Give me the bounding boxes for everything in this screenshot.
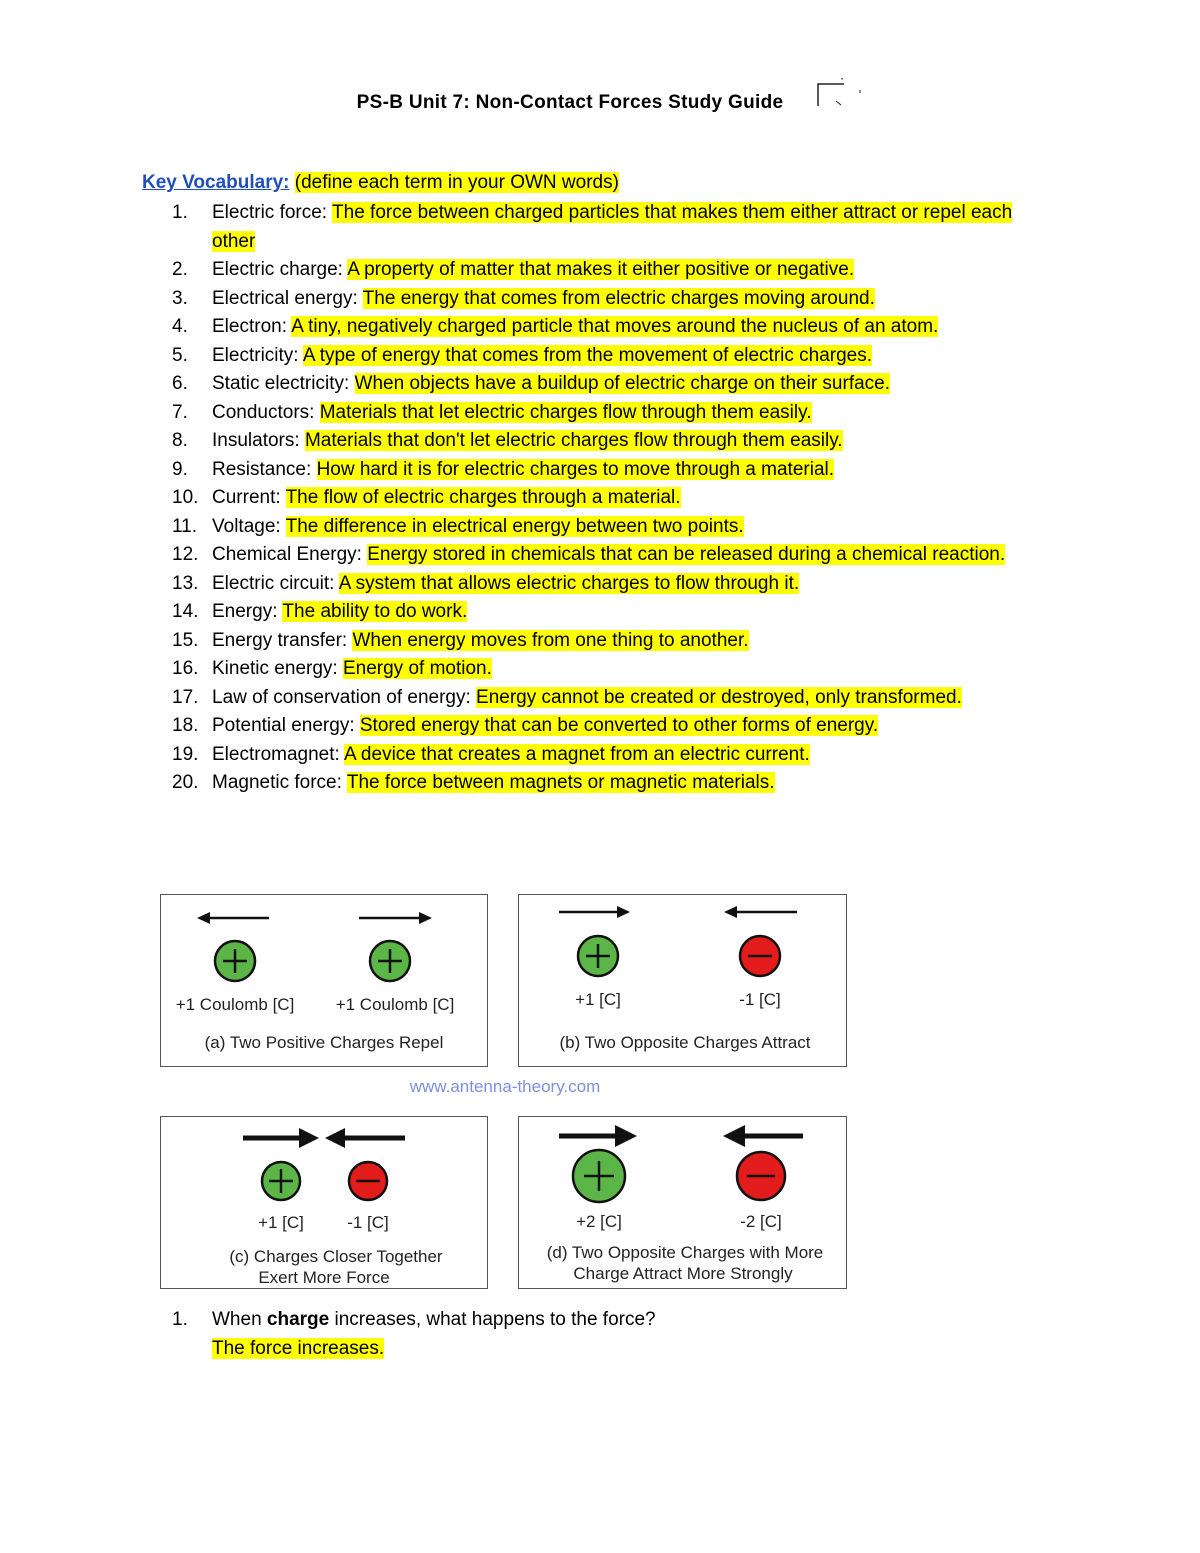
vocab-number: 18. <box>172 715 199 736</box>
figure-d <box>518 1116 847 1289</box>
vocab-item <box>172 655 1052 684</box>
vocab-definition: The difference in electrical energy between two points. <box>285 515 744 537</box>
vocab-number: 19. <box>172 743 199 765</box>
vocab-number: 16. <box>172 658 199 679</box>
vocab-term: Energy: <box>212 601 278 622</box>
vocab-definition: The force between charged particles that makes them either attract or repel each other <box>212 202 1013 252</box>
vocab-term: Law of conservation of energy: <box>212 686 471 708</box>
question-item <box>172 1306 1052 1363</box>
vocab-item <box>172 256 1052 285</box>
arrow-left-icon <box>197 912 269 924</box>
vocab-definition: Energy stored in chemicals that can be released during a chemical reaction. <box>367 544 1006 565</box>
vocab-number: 11. <box>172 515 198 537</box>
vocab-term: Magnetic force: <box>212 772 342 793</box>
vocab-term: Resistance: <box>212 458 312 480</box>
vocab-term: Voltage: <box>212 515 281 537</box>
vocab-definition: A property of matter that makes it either positive or negative. <box>347 259 855 280</box>
vocab-definition: The ability to do work. <box>282 601 468 622</box>
vocab-term: Static electricity: <box>212 373 350 394</box>
page-title: PS-B Unit 7: Non-Contact Forces Study Guide <box>356 92 784 113</box>
figure-caption-line-1: (c) Charges Closer Together <box>229 1247 443 1266</box>
vocab-item <box>172 712 1052 741</box>
vocab-term: Energy transfer: <box>212 629 348 651</box>
arrow-left-icon <box>325 1128 405 1148</box>
negative-charge-icon <box>737 1152 785 1200</box>
vocab-definition: A type of energy that comes from the movement of electric charges. <box>302 344 873 366</box>
figure-caption: (a) Two Positive Charges Repel <box>204 1033 444 1052</box>
vocab-term: Electric circuit: <box>212 572 335 594</box>
vocab-number: 6. <box>172 373 188 394</box>
charge-label-left: +1 [C] <box>575 990 621 1009</box>
vocab-item <box>172 484 1052 513</box>
figure-caption: (b) Two Opposite Charges Attract <box>559 1033 811 1052</box>
figure-caption-line-2: Exert More Force <box>258 1268 390 1287</box>
vocab-number: 2. <box>172 259 188 280</box>
arrow-right-icon <box>559 1125 637 1147</box>
vocab-number: 13. <box>172 572 199 594</box>
vocab-item <box>172 513 1052 542</box>
vocab-term: Insulators: <box>212 430 300 451</box>
negative-charge-icon <box>349 1162 387 1200</box>
vocab-term: Electricity: <box>212 344 299 366</box>
vocab-definition: A tiny, negatively charged particle that moves around the nucleus of an atom. <box>291 316 939 337</box>
vocab-number: 17. <box>172 686 199 708</box>
vocab-term: Kinetic energy: <box>212 658 338 679</box>
vocab-definition: A system that allows electric charges to flow through it. <box>338 572 800 594</box>
vocab-item <box>172 741 1052 770</box>
vocab-term: Chemical Energy: <box>212 544 362 565</box>
positive-charge-icon <box>578 936 618 976</box>
vocab-definition: Materials that don't let electric charges flow through them easily. <box>304 430 843 451</box>
vocabulary-instruction: (define each term in your OWN words) <box>294 172 619 193</box>
arrow-left-icon <box>723 1125 803 1147</box>
arrow-right-icon <box>359 912 432 924</box>
figure-a <box>160 894 488 1067</box>
vocab-item <box>172 427 1052 456</box>
charge-label-right: -1 [C] <box>347 1213 389 1232</box>
positive-charge-icon <box>370 941 410 981</box>
vocab-item <box>172 598 1052 627</box>
vocab-item <box>172 285 1052 314</box>
vocab-number: 12. <box>172 544 199 565</box>
vocab-term: Electric charge: <box>212 259 343 280</box>
vocab-number: 5. <box>172 344 188 366</box>
vocab-term: Current: <box>212 487 281 508</box>
vocab-item <box>172 370 1052 399</box>
vocab-number: 8. <box>172 430 188 451</box>
image-credit: www.antenna-theory.com <box>409 1077 601 1096</box>
vocabulary-heading <box>142 172 619 194</box>
vocab-number: 9. <box>172 458 188 480</box>
charge-label-left: +1 [C] <box>258 1213 304 1232</box>
question-text-start: When <box>212 1309 267 1330</box>
vocab-item <box>172 769 1052 798</box>
vocab-item <box>172 399 1052 428</box>
vocab-definition: Materials that let electric charges flow through them easily. <box>319 401 812 423</box>
vocab-number: 20. <box>172 772 199 793</box>
vocab-item <box>172 684 1052 713</box>
charge-label-left: +1 Coulomb [C] <box>175 995 295 1014</box>
negative-charge-icon <box>740 936 780 976</box>
vocab-number: 14. <box>172 601 199 622</box>
question-keyword: charge <box>266 1309 330 1330</box>
positive-charge-icon <box>262 1162 300 1200</box>
vocab-item <box>172 627 1052 656</box>
vocabulary-list <box>172 199 1052 798</box>
vocab-term: Electromagnet: <box>212 743 340 765</box>
question-text-end: increases, what happens to the force? <box>329 1309 656 1330</box>
vocab-item <box>172 342 1052 371</box>
vocab-item <box>172 541 1052 570</box>
vocab-definition: The energy that comes from electric charges moving around. <box>362 287 875 309</box>
figure-caption-line-2: Charge Attract More Strongly <box>573 1264 793 1283</box>
vocab-number: 3. <box>172 287 188 309</box>
question-answer <box>172 1335 1052 1364</box>
charge-label-right: +1 Coulomb [C] <box>335 995 455 1014</box>
positive-charge-icon <box>215 941 255 981</box>
vocab-term: Electrical energy: <box>212 287 358 309</box>
vocab-definition: Energy of motion. <box>342 658 492 679</box>
vocab-definition: How hard it is for electric charges to move through a material. <box>316 458 835 480</box>
vocab-item <box>172 313 1052 342</box>
answer-text: The force increases. <box>212 1337 385 1359</box>
vocab-number: 7. <box>172 401 188 423</box>
arrow-right-icon <box>559 906 630 918</box>
vocab-number: 4. <box>172 316 188 337</box>
charge-label-left: +2 [C] <box>576 1212 622 1231</box>
figure-c <box>160 1116 488 1289</box>
corner-mark-icon <box>816 78 864 108</box>
vocab-definition: The force between magnets or magnetic materials. <box>346 772 775 793</box>
vocab-item <box>172 570 1052 599</box>
vocab-definition: Stored energy that can be converted to other forms of energy. <box>359 715 879 736</box>
figure-b <box>518 894 847 1067</box>
vocab-item <box>172 199 1052 256</box>
vocab-term: Electric force: <box>212 202 328 223</box>
charge-label-right: -1 [C] <box>739 990 781 1009</box>
figure-caption-line-1: (d) Two Opposite Charges with More <box>546 1243 824 1262</box>
vocab-term: Conductors: <box>212 401 315 423</box>
vocab-definition: The flow of electric charges through a material. <box>285 487 681 508</box>
question-list <box>172 1306 1052 1363</box>
vocab-number: 10. <box>172 487 199 508</box>
vocab-term: Electron: <box>212 316 287 337</box>
question-number: 1. <box>172 1309 188 1330</box>
question-text <box>172 1306 1052 1335</box>
vocab-definition: When energy moves from one thing to another. <box>352 629 749 651</box>
vocab-number: 1. <box>172 202 188 223</box>
vocab-definition: Energy cannot be created or destroyed, only transformed. <box>476 686 962 708</box>
vocab-number: 15. <box>172 629 199 651</box>
vocab-definition: When objects have a buildup of electric charge on their surface. <box>354 373 891 394</box>
charge-label-right: -2 [C] <box>740 1212 782 1231</box>
arrow-right-icon <box>243 1128 319 1148</box>
vocab-item <box>172 456 1052 485</box>
arrow-left-icon <box>724 906 797 918</box>
positive-charge-icon <box>573 1150 625 1202</box>
key-vocabulary-label: Key Vocabulary: <box>142 172 290 193</box>
vocab-term: Potential energy: <box>212 715 355 736</box>
vocab-definition: A device that creates a magnet from an electric current. <box>344 743 810 765</box>
